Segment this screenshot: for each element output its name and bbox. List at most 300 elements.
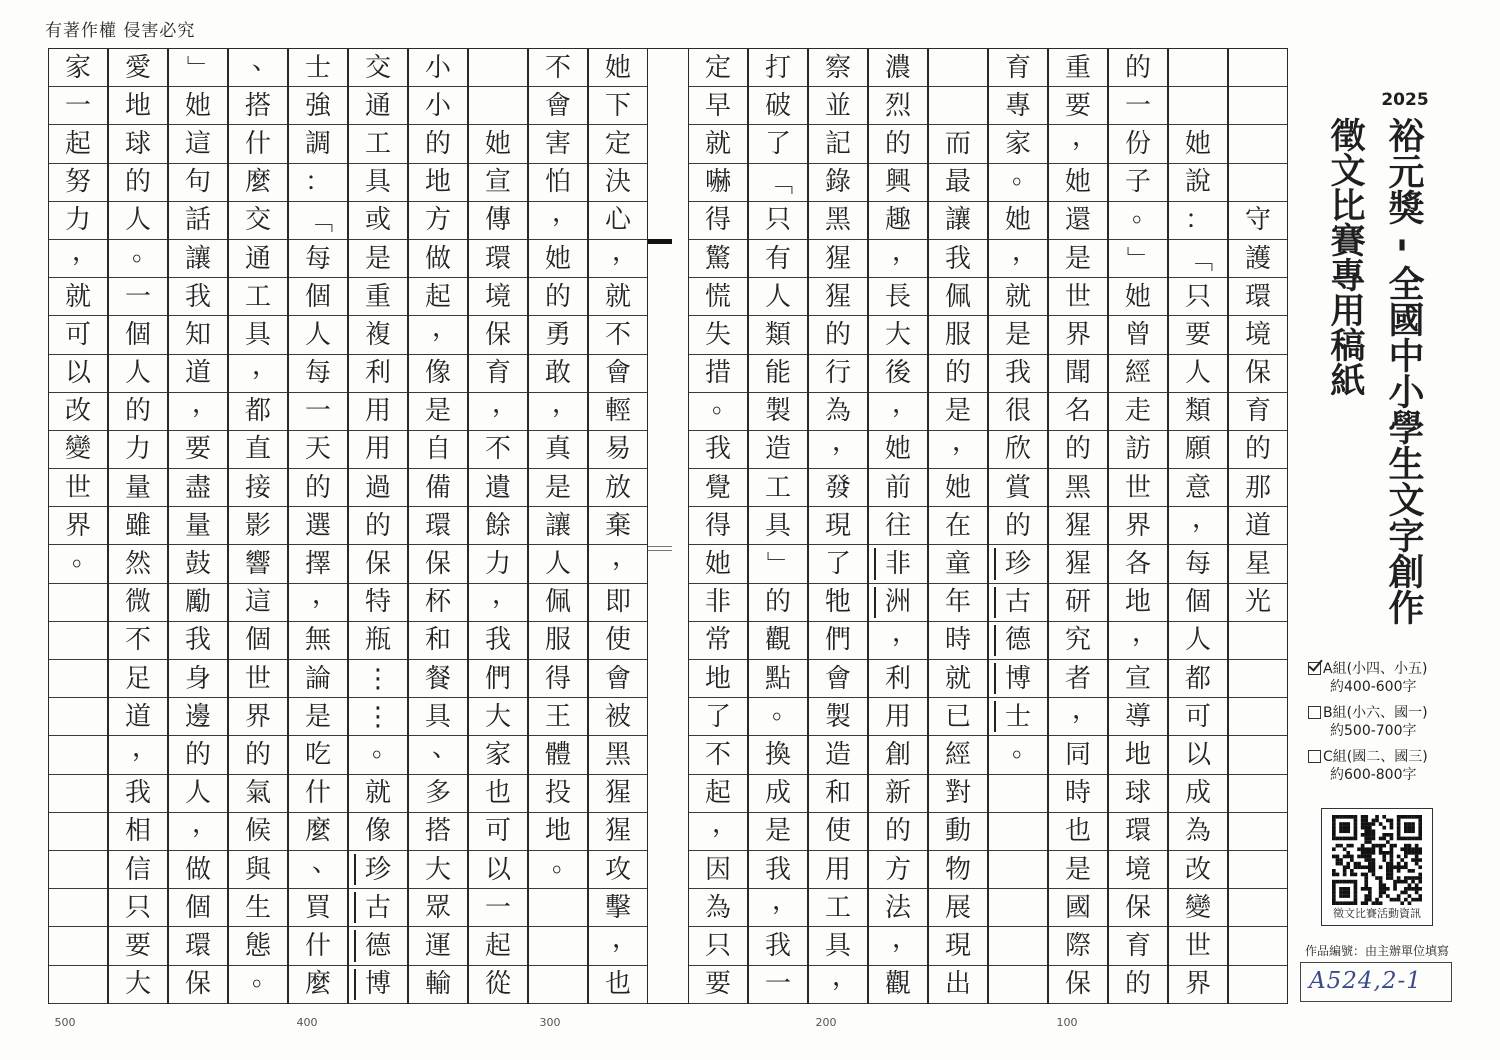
cell-character [545, 895, 571, 921]
grid-cell [1109, 966, 1167, 1004]
qr-module [1418, 815, 1422, 819]
grid-cell [749, 851, 807, 889]
grid-cell [689, 775, 747, 813]
cell-character: 得 [704, 205, 731, 236]
cell-character: 每 [304, 358, 331, 389]
qr-module [1390, 822, 1394, 826]
qr-module [1357, 855, 1361, 859]
grid-cell [749, 393, 807, 431]
cell-character [1005, 857, 1031, 883]
qr-module [1404, 862, 1408, 866]
grid-cell [749, 316, 807, 354]
qr-module [1386, 851, 1390, 855]
qr-module [1418, 847, 1422, 851]
grid-cell [989, 851, 1047, 889]
cell-character: 用 [884, 701, 911, 732]
cell-character: 人 [544, 549, 571, 580]
qr-module [1346, 862, 1350, 866]
grid-cell [869, 851, 927, 889]
qr-module [1375, 815, 1379, 819]
cell-character: 世 [1064, 281, 1091, 312]
cell-character: 她 [1124, 281, 1151, 312]
qr-module [1408, 815, 1412, 819]
cell-character [65, 895, 91, 921]
grid-cell [1109, 889, 1167, 927]
cell-character [1005, 895, 1031, 921]
cell-character: 類 [1184, 396, 1211, 427]
grid-cell [349, 584, 407, 622]
qr-module [1372, 858, 1376, 862]
grid-cell [989, 316, 1047, 354]
qr-module [1415, 887, 1419, 891]
grid-cell [989, 202, 1047, 240]
grid-cell [49, 87, 107, 125]
grid-cell [1109, 698, 1167, 736]
cell-character: 決 [604, 167, 631, 198]
cell-character: 、 [251, 45, 278, 76]
cell-character: 保 [484, 319, 511, 350]
qr-module [1354, 822, 1358, 826]
grid-cell [289, 889, 347, 927]
qr-module [1397, 880, 1401, 884]
cell-character: 一 [764, 969, 791, 1000]
grid-column [228, 45, 288, 1004]
cell-character: 「 [762, 169, 793, 196]
qr-module [1400, 847, 1404, 851]
cell-character: 她 [1004, 205, 1031, 236]
qr-module [1336, 873, 1340, 877]
grid-cell [869, 507, 927, 545]
grid-cell [229, 775, 287, 813]
cell-character: 破 [764, 90, 791, 121]
cell-character: 護 [1244, 243, 1271, 274]
qr-module [1343, 865, 1347, 869]
cell-character: 出 [944, 969, 971, 1000]
qr-module [1339, 858, 1343, 862]
cell-character [1245, 818, 1271, 844]
cell-character: 重 [364, 281, 391, 312]
grid-cell [809, 278, 867, 316]
qr-module [1368, 822, 1372, 826]
qr-module [1332, 826, 1336, 830]
grid-cell [1109, 927, 1167, 965]
cell-character: 常 [704, 625, 731, 656]
grid-cell [689, 966, 747, 1004]
grid-cell [49, 469, 107, 507]
grid-cell [169, 736, 227, 774]
cell-character: ： [1184, 205, 1211, 236]
grid-cell [1169, 240, 1227, 278]
grid-cell [1109, 278, 1167, 316]
cell-character: ， [191, 809, 218, 840]
qr-module [1343, 837, 1347, 841]
cell-character: 人 [304, 319, 331, 350]
cell-character [1245, 895, 1271, 921]
cell-character: 覺 [704, 472, 731, 503]
entry-number-field[interactable] [1300, 962, 1452, 1002]
grid-cell [409, 622, 467, 660]
qr-module [1332, 815, 1336, 819]
qr-module [1404, 844, 1408, 848]
cell-character: 響 [244, 549, 271, 580]
grid-cell [929, 889, 987, 927]
qr-module [1418, 826, 1422, 830]
grid-cell [1169, 503, 1227, 545]
grid-cell [49, 927, 107, 965]
cell-character: 她 [704, 549, 731, 580]
grid-cell [689, 545, 747, 583]
cell-character [545, 971, 571, 997]
cell-character: ， [191, 389, 218, 420]
cell-character: 影 [244, 510, 271, 541]
cell-character: 境 [1244, 319, 1271, 350]
qr-module [1372, 829, 1376, 833]
grid-cell [169, 809, 227, 851]
grid-cell [989, 87, 1047, 125]
cell-character: 造 [764, 434, 791, 465]
grid-cell [529, 584, 587, 622]
cell-character: 服 [544, 625, 571, 656]
cell-character [1245, 780, 1271, 806]
entry-number-label: 作品編號：由主辦單位填寫 [1305, 944, 1450, 958]
grid-cell [989, 278, 1047, 316]
grid-cell [169, 316, 227, 354]
qr-module [1418, 887, 1422, 891]
grid-cell [749, 545, 807, 583]
grid-cell [169, 660, 227, 698]
grid-cell [49, 236, 107, 278]
grid-cell [529, 164, 587, 202]
qr-module [1390, 851, 1394, 855]
cell-character: ， [891, 618, 918, 649]
cell-character: 賞 [1004, 472, 1031, 503]
qr-module [1415, 883, 1419, 887]
cell-character: 也 [604, 969, 631, 1000]
grid-cell [989, 775, 1047, 813]
qr-module [1336, 862, 1340, 866]
grid-cell [929, 584, 987, 622]
group-option-c [1308, 746, 1448, 790]
group-option-a [1308, 658, 1448, 702]
qr-module [1415, 851, 1419, 855]
cell-character: 人 [124, 358, 151, 389]
grid-cell [1049, 507, 1107, 545]
cell-character: 這 [244, 587, 271, 618]
qr-module [1418, 865, 1422, 869]
cell-character: 工 [824, 892, 851, 923]
grid-cell [589, 469, 647, 507]
cell-character: 博 [364, 969, 391, 1000]
group-option-b [1308, 702, 1448, 746]
grid-cell [929, 545, 987, 583]
cell-character: 」 [1122, 245, 1153, 272]
group-selection [1308, 658, 1448, 790]
grid-cell [689, 469, 747, 507]
grid-cell [869, 775, 927, 813]
grid-cell [289, 87, 347, 125]
qr-module [1397, 833, 1401, 837]
qr-module [1368, 869, 1372, 873]
grid-cell [929, 49, 987, 87]
grid-cell [1049, 164, 1107, 202]
grid-cell [749, 622, 807, 660]
qr-module [1390, 833, 1394, 837]
cell-character: 是 [364, 243, 391, 274]
grid-cell [469, 580, 527, 622]
cell-character: 珍 [364, 854, 391, 885]
cell-character: 搭 [424, 816, 451, 847]
qr-code-image [1332, 815, 1422, 905]
cell-character: 展 [944, 892, 971, 923]
grid-cell [809, 622, 867, 660]
cell-character: ， [251, 351, 278, 382]
cell-character: 小 [424, 90, 451, 121]
qr-module [1386, 840, 1390, 844]
qr-module [1418, 898, 1422, 902]
cell-character: 有 [764, 243, 791, 274]
grid-cell [929, 278, 987, 316]
cell-character: ， [1191, 503, 1218, 534]
grid-cell [529, 622, 587, 660]
qr-module [1397, 865, 1401, 869]
qr-module [1397, 898, 1401, 902]
qr-module [1339, 829, 1343, 833]
qr-module [1390, 865, 1394, 869]
cell-character: 走 [1124, 396, 1151, 427]
qr-module [1332, 837, 1336, 841]
grid-cell [589, 889, 647, 927]
grid-cell [49, 164, 107, 202]
cell-character: 是 [1004, 319, 1031, 350]
qr-module [1404, 837, 1408, 841]
cell-character: 具 [244, 319, 271, 350]
contest-subtitle: 徵文比賽專用稿紙 [1325, 117, 1365, 397]
qr-module [1415, 858, 1419, 862]
grid-cell [1169, 316, 1227, 354]
cell-character: 製 [764, 396, 791, 427]
grid-cell [349, 966, 407, 1004]
cell-character: 我 [704, 434, 731, 465]
qr-module [1336, 837, 1340, 841]
cell-character: ， [1011, 236, 1038, 267]
qr-module [1354, 826, 1358, 830]
qr-module [1386, 833, 1390, 837]
group-a-checkbox[interactable] [1308, 662, 1321, 675]
cell-character: 的 [764, 587, 791, 618]
grid-cell [749, 125, 807, 163]
grid-cell [109, 278, 167, 316]
cell-character: 經 [944, 739, 971, 770]
grid-cell [809, 316, 867, 354]
cell-character: 黑 [604, 739, 631, 770]
cell-character: 是 [764, 816, 791, 847]
grid-cell [349, 851, 407, 889]
qr-module [1411, 826, 1415, 830]
cell-character: 子 [1124, 167, 1151, 198]
grid-cell [109, 889, 167, 927]
grid-cell [109, 393, 167, 431]
grid-cell [109, 49, 167, 87]
cell-character: 會 [824, 663, 851, 694]
cell-character: 怕 [544, 167, 571, 198]
group-b-checkbox[interactable] [1308, 706, 1321, 719]
grid-cell [229, 962, 287, 1004]
grid-cell [229, 507, 287, 545]
group-c-checkbox[interactable] [1308, 750, 1321, 763]
cell-character: 保 [424, 549, 451, 580]
cell-character: 道 [1244, 510, 1271, 541]
cell-character: 行 [824, 358, 851, 389]
cell-character: 與 [244, 854, 271, 885]
qr-module [1408, 822, 1412, 826]
cell-character: 定 [604, 128, 631, 159]
grid-column [868, 48, 928, 1004]
qr-module [1379, 847, 1383, 851]
cell-character: 際 [1064, 930, 1091, 961]
grid-cell [229, 393, 287, 431]
grid-cell [469, 813, 527, 851]
grid-column [748, 48, 808, 1004]
grid-cell [469, 775, 527, 813]
cell-character: 人 [764, 281, 791, 312]
grid-cell [1049, 966, 1107, 1004]
grid-cell [289, 240, 347, 278]
qr-module [1393, 865, 1397, 869]
cell-character: 個 [1184, 587, 1211, 618]
cell-character: 使 [604, 625, 631, 656]
cell-character [945, 55, 971, 81]
grid-cell [109, 660, 167, 698]
cell-character: 德 [1004, 625, 1031, 656]
grid-cell [529, 507, 587, 545]
contest-title: 裕元獎 - 全國中小學生文字創作 [1383, 117, 1424, 626]
qr-module [1354, 833, 1358, 837]
cell-character: 環 [1244, 281, 1271, 312]
grid-cell [809, 49, 867, 87]
qr-module [1411, 858, 1415, 862]
cell-character: 力 [484, 549, 511, 580]
grid-cell [409, 87, 467, 125]
grid-cell [289, 278, 347, 316]
cell-character: 的 [884, 128, 911, 159]
qr-module [1368, 858, 1372, 862]
grid-cell [49, 355, 107, 393]
cell-character: 地 [424, 167, 451, 198]
qr-module [1354, 873, 1358, 877]
cell-character: 心 [604, 205, 631, 236]
grid-cell [349, 813, 407, 851]
cell-character: 保 [1124, 892, 1151, 923]
qr-module [1379, 865, 1383, 869]
grid-cell [49, 316, 107, 354]
cell-character: 。 [251, 962, 278, 993]
qr-module [1390, 855, 1394, 859]
grid-cell [469, 240, 527, 278]
grid-cell [1049, 851, 1107, 889]
grid-cell [229, 469, 287, 507]
grid-cell [749, 431, 807, 469]
grid-column [928, 48, 988, 1004]
grid-cell [989, 889, 1047, 927]
qr-module [1346, 815, 1350, 819]
cell-character: 是 [424, 396, 451, 427]
grid-cell [49, 393, 107, 431]
grid-cell [109, 202, 167, 240]
cell-character: 餐 [424, 663, 451, 694]
cell-character: 大 [484, 701, 511, 732]
grid-cell [589, 393, 647, 431]
cell-character: 重 [1064, 52, 1091, 83]
cell-character: 不 [124, 625, 151, 656]
cell-character: 猩 [1064, 549, 1091, 580]
cell-character: 就 [364, 778, 391, 809]
grid-cell [409, 698, 467, 736]
grid-cell [409, 49, 467, 87]
cell-character: 是 [944, 396, 971, 427]
cell-character: ， [831, 427, 858, 458]
grid-cell [349, 393, 407, 431]
grid-cell [49, 775, 107, 813]
qr-module [1379, 822, 1383, 826]
grid-cell [49, 736, 107, 774]
grid-cell [689, 431, 747, 469]
cell-character: 珍 [1004, 549, 1031, 580]
cell-character: ， [891, 236, 918, 267]
cell-character: 下 [604, 90, 631, 121]
qr-module [1343, 847, 1347, 851]
grid-cell [409, 355, 467, 393]
grid-cell [289, 164, 347, 202]
grid-cell [1229, 545, 1287, 583]
cell-character: 很 [1004, 396, 1031, 427]
grid-cell [229, 889, 287, 927]
cell-character: 因 [704, 854, 731, 885]
cell-character: 我 [764, 930, 791, 961]
cell-character: 只 [764, 205, 791, 236]
qr-module [1364, 826, 1368, 830]
cell-character: 個 [304, 281, 331, 312]
qr-module [1332, 869, 1336, 873]
qr-module [1379, 894, 1383, 898]
qr-module [1354, 862, 1358, 866]
qr-module [1397, 894, 1401, 898]
qr-module [1332, 822, 1336, 826]
cell-character: 人 [124, 205, 151, 236]
qr-module [1400, 880, 1404, 884]
grid-cell [1169, 431, 1227, 469]
cell-character: 地 [124, 90, 151, 121]
qr-module [1404, 887, 1408, 891]
cell-character: 份 [1124, 128, 1151, 159]
grid-cell [1229, 927, 1287, 965]
cell-character: 打 [764, 52, 791, 83]
cell-character: 句 [184, 167, 211, 198]
qr-module [1411, 876, 1415, 880]
qr-module [1386, 862, 1390, 866]
cell-character: 餘 [484, 510, 511, 541]
qr-module [1415, 844, 1419, 848]
grid-cell [349, 927, 407, 965]
grid-cell [49, 889, 107, 927]
qr-module [1346, 822, 1350, 826]
grid-cell [1229, 507, 1287, 545]
grid-cell [1049, 240, 1107, 278]
cell-character: ， [491, 389, 518, 420]
cell-character: 訪 [1124, 434, 1151, 465]
entry-number-value: A524,2-1 [1309, 968, 1422, 994]
qr-module [1408, 883, 1412, 887]
grid-cell [809, 927, 867, 965]
